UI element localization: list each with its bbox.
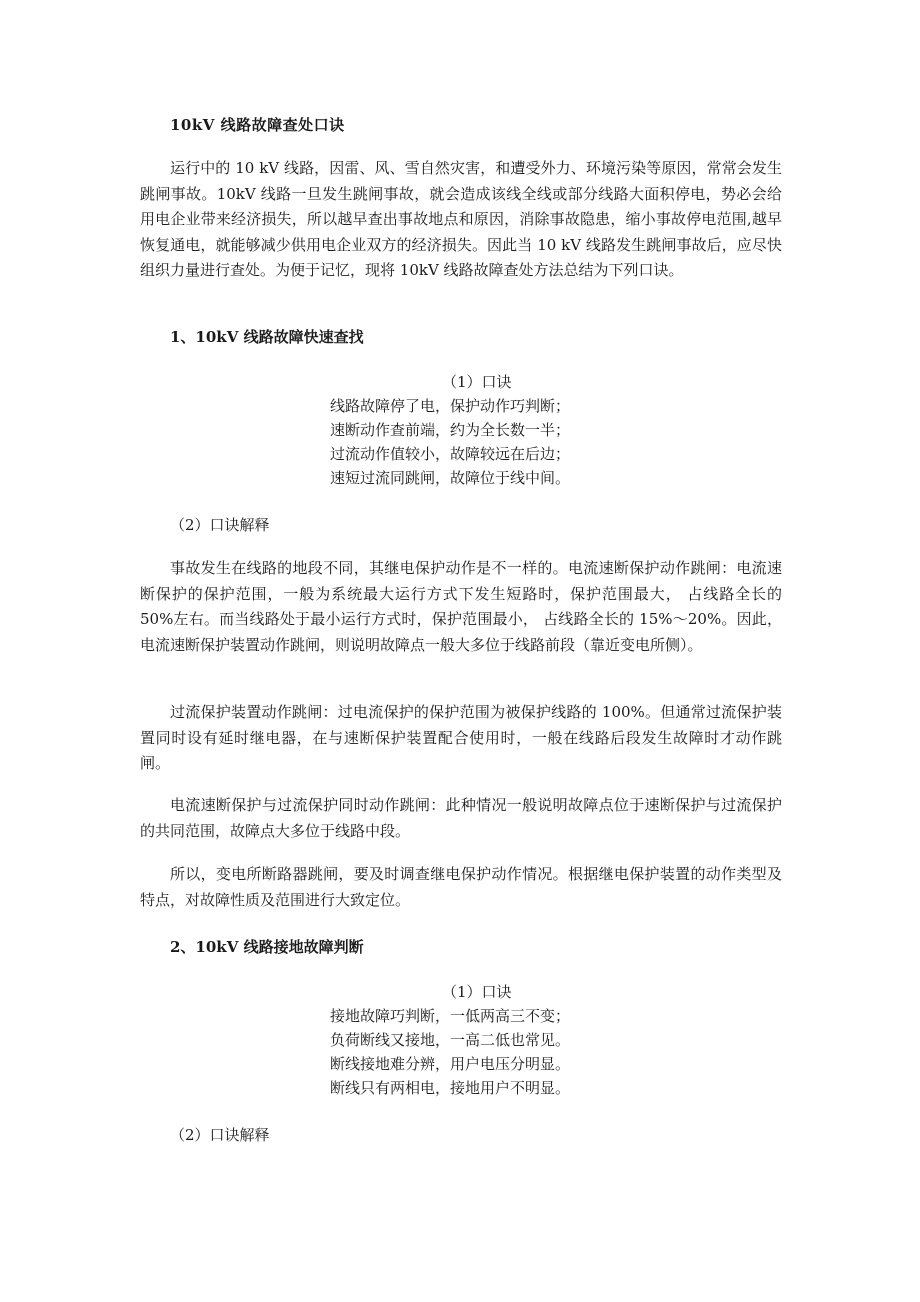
- section1-verse: [330, 370, 750, 490]
- section2-verse: [330, 980, 750, 1100]
- verse-line: 断线只有两相电，接地用户不明显。: [330, 1079, 571, 1097]
- section2-verse-title: （1）口诀: [442, 983, 512, 1001]
- explain-paragraph: 过流保护装置动作跳闸：过电流保护的保护范围为被保护线路的 100%。但通常过流保护装置同时设有延时继电器，在与速断保护装置配合使用时，一般在线路后段发生故障时才动作跳闸。: [140, 703, 782, 772]
- explain-paragraph: 电流速断保护与过流保护同时动作跳闸：此种情况一般说明故障点位于速断保护与过流保护的共同范围，故障点大多位于线路中段。: [140, 796, 782, 840]
- verse-line: 断线接地难分辨，用户电压分明显。: [330, 1055, 571, 1073]
- section1-heading: 1、10kV 线路故障快速查找: [170, 328, 364, 346]
- section2-heading: 2、10kV 线路接地故障判断: [170, 938, 364, 956]
- document-title: 10kV 线路故障查处口诀: [170, 116, 345, 134]
- verse-line: 速短过流同跳闸，故障位于线中间。: [330, 469, 571, 487]
- intro-paragraph: 运行中的 10 kV 线路，因雷、风、雪自然灾害，和遭受外力、环境污染等原因，常常会发生跳闸事故。10kV 线路一旦发生跳闸事故，就会造成该线全线或部分线路大面积停电，势必会给用电企业带来经济损失，所以越早查出事故地点和原因，消除事故隐患，缩小事故停电范围,越早恢复通电，就能够减少供用电企业双方的经济损失。因此当 10 kV 线路发生跳闸事故后，应尽快组织力量进行查处。为便于记忆，现将 10kV 线路故障查处方法总结为下列口诀。: [140, 159, 782, 279]
- explain-paragraph: 所以，变电所断路器跳闸，要及时调查继电保护动作情况。根据继电保护装置的动作类型及特点，对故障性质及范围进行大致定位。: [140, 865, 782, 909]
- section1-verse-title: （1）口诀: [442, 373, 512, 391]
- verse-line: 线路故障停了电，保护动作巧判断；: [330, 397, 571, 415]
- verse-line: 负荷断线又接地，一高二低也常见。: [330, 1031, 571, 1049]
- verse-line: 速断动作查前端，约为全长数一半；: [330, 421, 571, 439]
- verse-line: 过流动作值较小，故障较远在后边；: [330, 445, 571, 463]
- explain-paragraph: 事故发生在线路的地段不同，其继电保护动作是不一样的。电流速断保护动作跳闸：电流速断保护的保护范围，一般为系统最大运行方式下发生短路时，保护范围最大， 占线路全长的 50%左右。而当线路处于最小运行方式时，保护范围最小， 占线路全长的 15%～20%。因此，电流速断保护装置动作跳闸，则说明故障点一般大多位于线路前段（靠近变电所侧）。: [140, 559, 782, 654]
- section1-explain-label: （2）口诀解释: [170, 516, 270, 534]
- verse-line: 接地故障巧判断，一低两高三不变；: [330, 1007, 571, 1025]
- section2-explain-label: （2）口诀解释: [170, 1126, 270, 1144]
